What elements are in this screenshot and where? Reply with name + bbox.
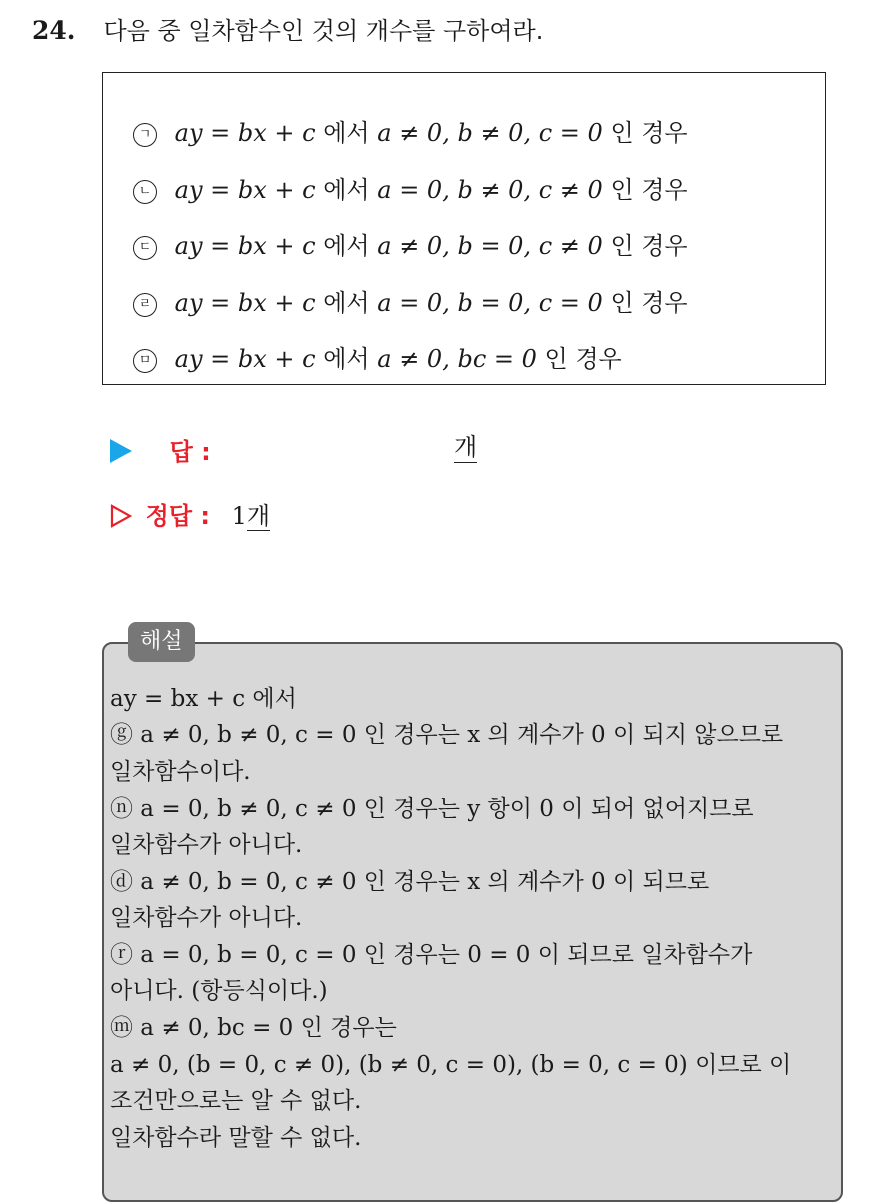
condition-suffix: 에서	[323, 176, 370, 204]
conditions-box	[102, 72, 826, 385]
condition-suffix: 에서	[323, 119, 370, 147]
condition-case: 인 경우	[544, 345, 622, 373]
question-text: 다음 중 일차함수인 것의 개수를 구하여라.	[103, 17, 544, 45]
condition-values: a = 0, b ≠ 0, c ≠ 0	[377, 176, 603, 204]
condition-item	[133, 226, 688, 261]
circled-label: ㅁ	[133, 349, 157, 373]
condition-values: a ≠ 0, b = 0, c ≠ 0	[377, 232, 603, 260]
explanation-line: 일차함수이다.	[110, 759, 251, 785]
condition-values: a ≠ 0, bc = 0	[377, 345, 537, 373]
condition-item	[133, 283, 688, 318]
correct-unit: 개	[246, 502, 271, 530]
explanation-line: ⓖ a ≠ 0, b ≠ 0, c = 0 인 경우는 x 의 계수가 0 이 되지 않으므로	[110, 722, 784, 748]
explanation-line: ⓓ a ≠ 0, b = 0, c ≠ 0 인 경우는 x 의 계수가 0 이 되므로	[110, 869, 710, 895]
condition-equation: ay = bx + c	[174, 119, 316, 147]
circled-label: ㄷ	[133, 236, 157, 260]
condition-suffix: 에서	[323, 232, 370, 260]
correct-number: 1	[231, 502, 247, 530]
question-number: 24.	[32, 16, 76, 45]
explanation-tag: 해설	[128, 622, 195, 662]
explanation-line: 일차함수라 말할 수 없다.	[110, 1125, 362, 1151]
correct-value	[232, 502, 270, 530]
condition-values: a = 0, b = 0, c = 0	[377, 289, 603, 317]
explanation-line: 조건만으로는 알 수 없다.	[110, 1088, 362, 1114]
condition-case: 인 경우	[610, 119, 688, 147]
explanation-line: 일차함수가 아니다.	[110, 905, 303, 931]
question-header	[32, 14, 543, 48]
correct-answer-row	[110, 496, 270, 531]
condition-item	[133, 339, 622, 374]
explanation-line: 일차함수가 아니다.	[110, 832, 303, 858]
condition-equation: ay = bx + c	[174, 345, 316, 373]
condition-equation: ay = bx + c	[174, 176, 316, 204]
answer-row	[110, 432, 211, 467]
explanation-line: ⓝ a = 0, b ≠ 0, c ≠ 0 인 경우는 y 항이 0 이 되어 없어지므로	[110, 796, 754, 822]
condition-case: 인 경우	[610, 289, 688, 317]
condition-item	[133, 170, 688, 205]
answer-label: 답 :	[169, 438, 211, 466]
condition-values: a ≠ 0, b ≠ 0, c = 0	[377, 119, 603, 147]
condition-equation: ay = bx + c	[174, 232, 316, 260]
correct-label: 정답 :	[145, 502, 210, 530]
condition-equation: ay = bx + c	[174, 289, 316, 317]
circled-label: ㄹ	[133, 293, 157, 317]
explanation-line: 아니다. (항등식이다.)	[110, 978, 328, 1004]
condition-case: 인 경우	[610, 232, 688, 260]
condition-item	[133, 113, 688, 148]
condition-suffix: 에서	[323, 289, 370, 317]
explanation-line: a ≠ 0, (b = 0, c ≠ 0), (b ≠ 0, c = 0), (b = 0, c = 0) 이므로 이	[110, 1052, 792, 1078]
explanation-line: ⓡ a = 0, b = 0, c = 0 인 경우는 0 = 0 이 되므로 일차함수가	[110, 942, 753, 968]
condition-case: 인 경우	[610, 176, 688, 204]
answer-blank[interactable]: 개	[454, 433, 478, 461]
play-triangle-icon	[110, 439, 132, 463]
explanation-line: ⓜ a ≠ 0, bc = 0 인 경우는	[110, 1015, 397, 1041]
explanation-line: ay = bx + c 에서	[110, 686, 297, 712]
circled-label: ㄱ	[133, 123, 157, 147]
condition-suffix: 에서	[323, 345, 370, 373]
circled-label: ㄴ	[133, 180, 157, 204]
outline-triangle-icon	[110, 504, 132, 528]
